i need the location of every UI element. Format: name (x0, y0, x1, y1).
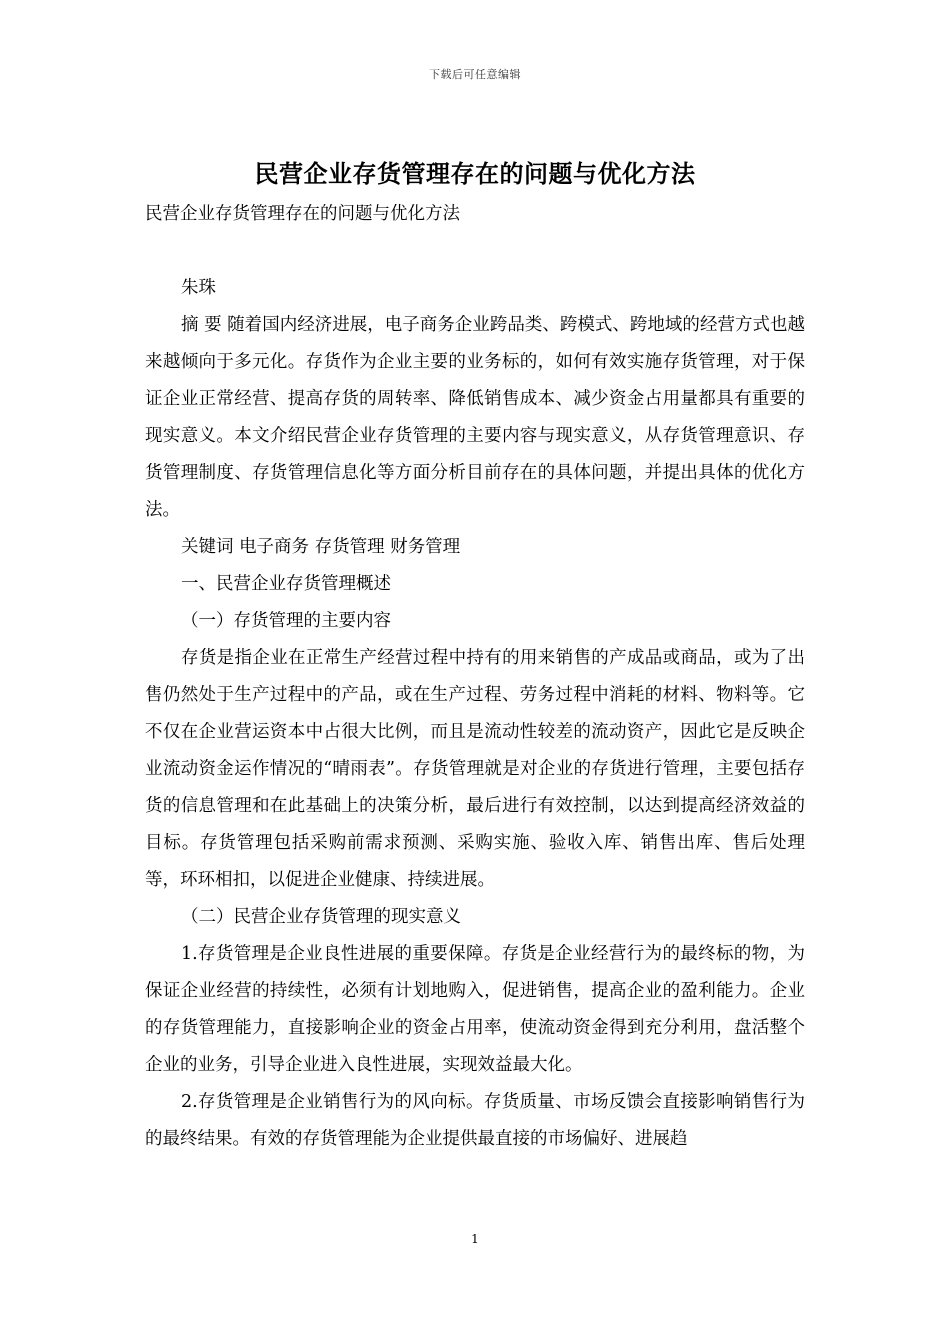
body-paragraph: 存货是指企业在正常生产经营过程中持有的用来销售的产成品或商品，或为了出售仍然处于生产过程中的产品，或在生产过程、劳务过程中消耗的材料、物料等。它不仅在企业营运资本中占很大比例，而且是流动性较差的流动资产，因此它是反映企业流动资金运作情况的“晴雨表”。存货管理就是对企业的存货进行管理，主要包括存货的信息管理和在此基础上的决策分析，最后进行有效控制，以达到提高经济效益的目标。存货管理包括采购前需求预测、采购实施、验收入库、销售出库、售后处理等，环环相扣，以促进企业健康、持续进展。 (145, 648, 805, 890)
abstract-paragraph: 摘 要 随着国内经济进展，电子商务企业跨品类、跨模式、跨地域的经营方式也越来越倾向于多元化。存货作为企业主要的业务标的，如何有效实施存货管理，对于保证企业正常经营、提高存货的周转率、降低销售成本、减少资金占用量都具有重要的现实意义。本文介绍民营企业存货管理的主要内容与现实意义，从存货管理意识、存货管理制度、存货管理信息化等方面分析目前存在的具体问题，并提出具体的优化方法。 (145, 315, 805, 520)
document-body (145, 196, 805, 1158)
blank-line (145, 233, 805, 270)
subsection-heading: （二）民营企业存货管理的现实意义 (181, 907, 461, 927)
page-header-note: 下载后可任意编辑 (429, 68, 521, 81)
document-title: 民营企业存货管理存在的问题与优化方法 (254, 159, 696, 188)
subsection-heading: （一）存货管理的主要内容 (181, 611, 391, 631)
page-number: 1 (471, 1232, 479, 1246)
section-heading: 一、民营企业存货管理概述 (181, 574, 391, 594)
body-paragraph: 1.存货管理是企业良性进展的重要保障。存货是企业经营行为的最终标的物，为保证企业经营的持续性，必须有计划地购入，促进销售，提高企业的盈利能力。企业的存货管理能力，直接影响企业的资金占用率，使流动资金得到充分利用，盘活整个企业的业务，引导企业进入良性进展，实现效益最大化。 (145, 944, 805, 1075)
document-subtitle: 民营企业存货管理存在的问题与优化方法 (145, 204, 460, 224)
keywords-line: 关键词 电子商务 存货管理 财务管理 (181, 537, 461, 557)
author-name: 朱珠 (181, 278, 216, 298)
body-paragraph: 2.存货管理是企业销售行为的风向标。存货质量、市场反馈会直接影响销售行为的最终结果。有效的存货管理能为企业提供最直接的市场偏好、进展趋 (145, 1092, 805, 1149)
